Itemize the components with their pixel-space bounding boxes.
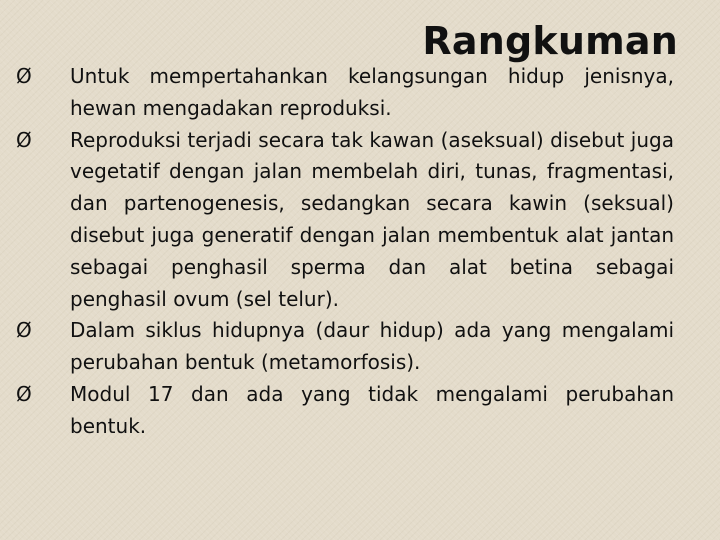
bullet-text: Dalam siklus hidupnya (daur hidup) ada yang mengalami perubahan bentuk (metamorfosis).	[70, 318, 674, 375]
bullet-list	[14, 61, 674, 443]
bullet-item	[14, 125, 674, 316]
arrow-bullet-icon: Ø	[16, 64, 32, 88]
bullet-item	[14, 379, 674, 443]
arrow-bullet-icon: Ø	[16, 127, 32, 152]
arrow-bullet-icon: Ø	[16, 381, 32, 406]
bullet-text: Untuk mempertahankan kelangsungan hidup jenisnya, hewan mengadakan reproduksi.	[70, 64, 674, 120]
bullet-item	[14, 61, 674, 125]
slide-title: Rangkuman	[422, 19, 678, 63]
arrow-bullet-icon: Ø	[16, 318, 32, 343]
bullet-text: Reproduksi terjadi secara tak kawan (aseksual) disebut juga vegetatif dengan jalan membelah diri, tunas, fragmentasi, dan partenogenesis, sedangkan secara kawin (seksual) disebut juga generatif dengan jalan membentuk alat jantan sebagai penghasil sperma dan alat betina sebagai penghasil ovum (sel telur).	[70, 127, 674, 311]
bullet-item	[14, 315, 674, 379]
bullet-text: Modul 17 dan ada yang tidak mengalami perubahan bentuk.	[70, 381, 674, 438]
